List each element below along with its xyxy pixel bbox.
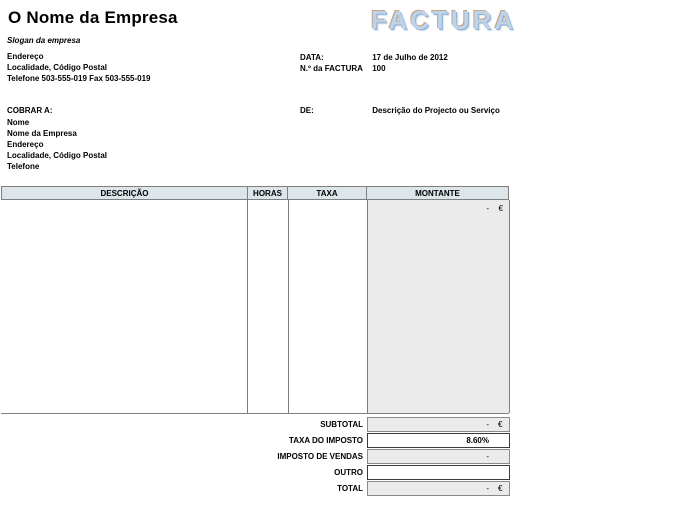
company-address-line: Localidade, Código Postal [7,63,108,72]
sales-tax-label: IMPOSTO DE VENDAS [277,452,363,461]
company-address-line: Telefone 503-555-019 Fax 503-555-019 [7,74,151,83]
project-description-row [300,106,500,115]
bill-to-line[interactable]: Localidade, Código Postal [7,151,108,160]
from-label: DE: [300,106,314,115]
amount-column[interactable] [367,200,510,413]
subtotal-value-cell[interactable] [367,417,510,432]
bill-to-line[interactable]: Telefone [7,162,40,171]
total-label: TOTAL [337,484,363,493]
subtotal-label: SUBTOTAL [320,420,363,429]
company-address-line: Endereço [7,52,44,61]
total-value-cell[interactable] [367,481,510,496]
other-label: OUTRO [334,468,363,477]
project-description-value[interactable]: Descrição do Projecto ou Serviço [372,106,500,115]
company-slogan: Slogan da empresa [7,36,81,45]
currency-symbol: € [498,420,503,429]
bill-to-block[interactable] [7,117,107,172]
bill-to-line[interactable]: Endereço [7,140,44,149]
tax-rate-label: TAXA DO IMPOSTO [288,436,363,445]
column-divider [288,200,289,413]
currency-symbol: € [498,203,503,213]
column-header-taxa: TAXA [288,187,367,199]
sales-tax-value: - [486,452,489,461]
invoice-number-row [300,64,386,73]
date-value[interactable]: 17 de Julho de 2012 [372,53,448,62]
column-divider [247,200,248,413]
table-header-row [1,186,509,200]
company-name: O Nome da Empresa [8,8,178,27]
subtotal-value: - [486,420,489,429]
invoice-date-row [300,53,448,62]
currency-symbol: € [498,484,503,493]
invoice-number-value[interactable]: 100 [372,64,386,73]
sales-tax-value-cell[interactable] [367,449,510,464]
invoice-number-label: N.º da FACTURA [300,64,363,73]
column-header-horas: HORAS [248,187,288,199]
invoice-title-wordart: FACTURA [371,5,517,35]
bill-to-line[interactable]: Nome da Empresa [7,129,77,138]
company-address [7,51,151,84]
total-value: - [486,484,489,493]
column-header-montante: MONTANTE [415,188,460,198]
amount-cell[interactable] [368,201,509,215]
bill-to-line[interactable]: Nome [7,118,30,127]
tax-rate-value: 8.60% [466,436,489,445]
tax-rate-value-cell[interactable] [367,433,510,448]
date-label: DATA: [300,53,324,62]
amount-value: - [486,203,489,213]
other-value-cell[interactable] [367,465,510,480]
bill-to-label: COBRAR A: [7,106,53,115]
column-header-descricao: DESCRIÇÃO [2,187,248,199]
